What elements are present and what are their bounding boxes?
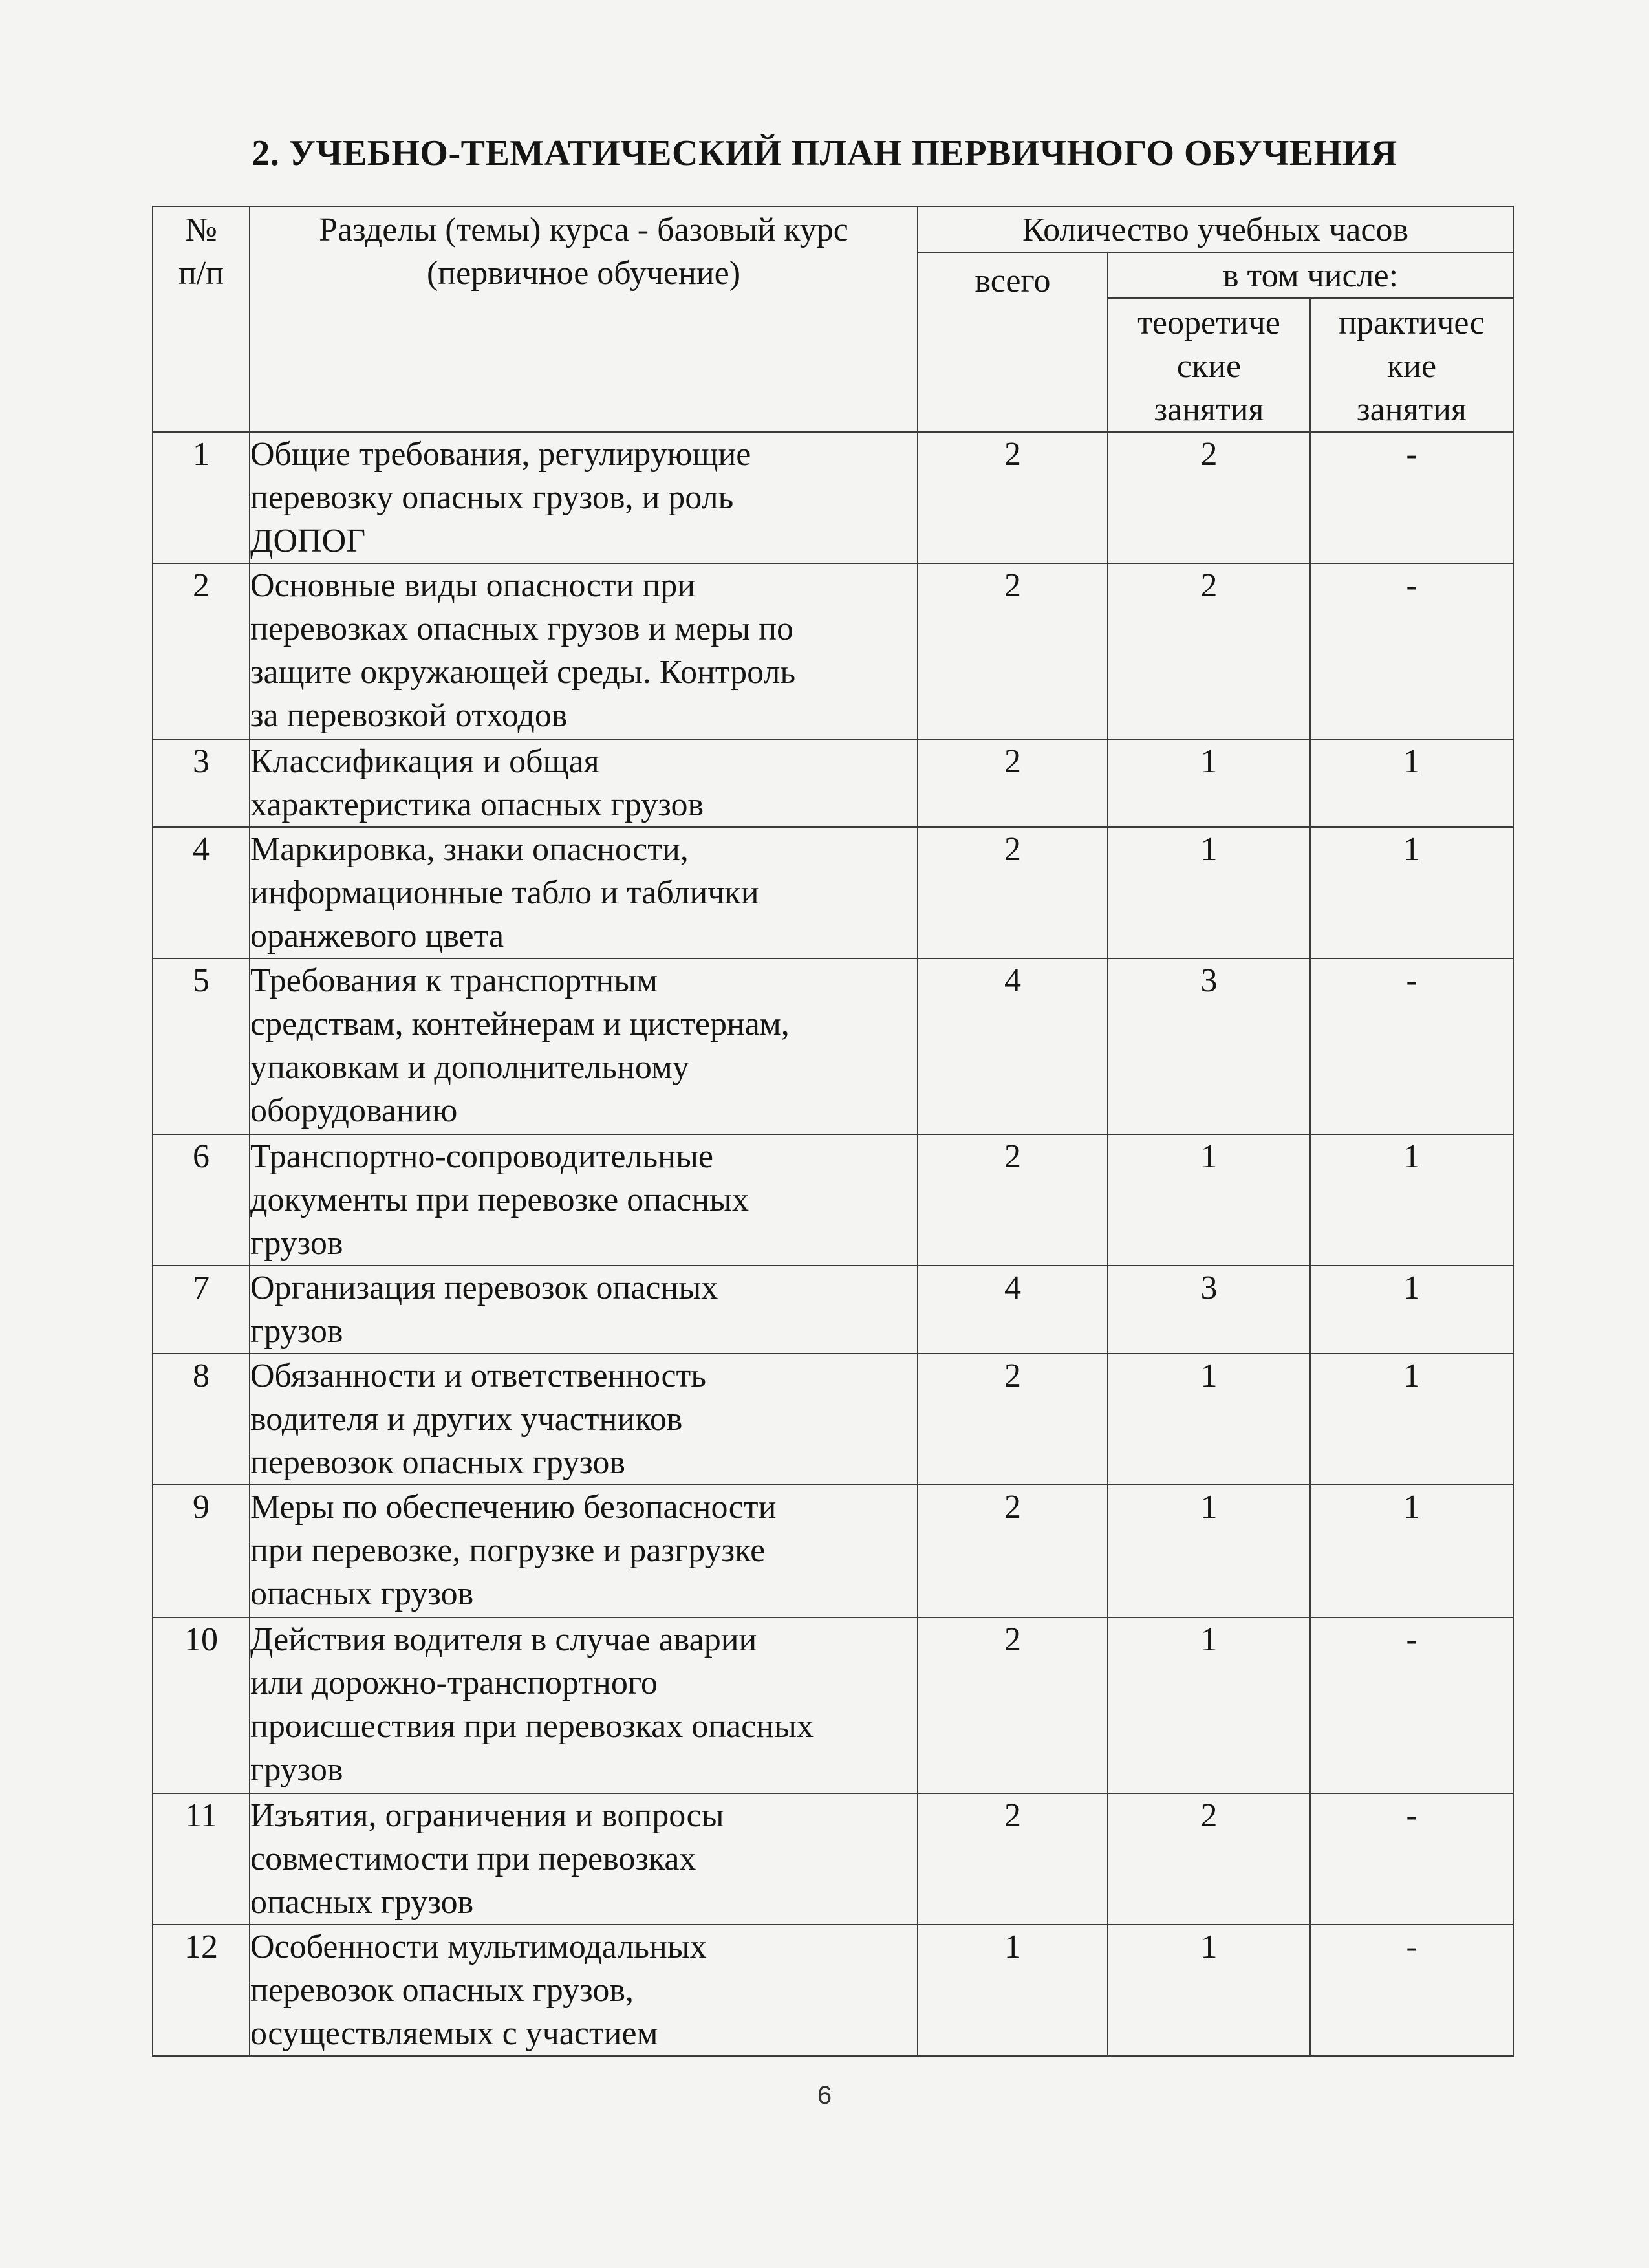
- topic-line: ДОПОГ: [250, 523, 366, 559]
- topic-line: Обязанности и ответственность: [250, 1357, 706, 1394]
- row-total-hours: 2: [918, 739, 1108, 827]
- row-total-hours: 2: [918, 1354, 1108, 1485]
- row-practice-hours: 1: [1310, 739, 1513, 827]
- row-topic: [250, 1617, 918, 1793]
- topic-line: водителя и других участников: [250, 1401, 683, 1438]
- row-number: 2: [153, 563, 250, 739]
- table-row: [153, 432, 1513, 563]
- row-total-hours: 2: [918, 1485, 1108, 1617]
- topic-line: грузов: [250, 1225, 343, 1262]
- topic-line: опасных грузов: [250, 1884, 474, 1921]
- table-body: [153, 432, 1513, 2056]
- row-topic: [250, 1266, 918, 1354]
- row-number: 1: [153, 432, 250, 563]
- topic-line: оборудованию: [250, 1092, 458, 1129]
- header-number: № п/п: [153, 206, 250, 432]
- topic-line: происшествия при перевозках опасных: [250, 1708, 814, 1745]
- topic-line: перевозок опасных грузов: [250, 1444, 625, 1481]
- row-total-hours: 4: [918, 1266, 1108, 1354]
- header-practice: практичес кие занятия: [1310, 298, 1513, 432]
- row-theory-hours: 3: [1108, 1266, 1310, 1354]
- row-practice-hours: -: [1310, 1925, 1513, 2056]
- table-row: [153, 739, 1513, 827]
- row-topic: [250, 1793, 918, 1925]
- row-theory-hours: 1: [1108, 1354, 1310, 1485]
- table-row: [153, 1793, 1513, 1925]
- curriculum-table: [152, 206, 1514, 2057]
- row-topic: [250, 958, 918, 1134]
- row-topic: [250, 739, 918, 827]
- row-number: 12: [153, 1925, 250, 2056]
- topic-line: совместимости при перевозках: [250, 1841, 696, 1877]
- row-topic: [250, 432, 918, 563]
- row-number: 6: [153, 1134, 250, 1266]
- topic-line: при перевозке, погрузке и разгрузке: [250, 1532, 766, 1569]
- topic-line: опасных грузов: [250, 1575, 474, 1612]
- topic-line: средствам, контейнерам и цистернам,: [250, 1006, 790, 1042]
- row-theory-hours: 1: [1108, 827, 1310, 958]
- topic-line: или дорожно-транспортного: [250, 1665, 658, 1701]
- topic-line: документы при перевозке опасных: [250, 1182, 749, 1218]
- topic-line: Общие требования, регулирующие: [250, 436, 751, 473]
- row-number: 11: [153, 1793, 250, 1925]
- topic-line: перевозок опасных грузов,: [250, 1972, 634, 2009]
- topic-line: Основные виды опасности при: [250, 567, 696, 604]
- row-topic: [250, 1925, 918, 2056]
- topic-line: перевозках опасных грузов и меры по: [250, 610, 794, 647]
- topic-line: Организация перевозок опасных: [250, 1269, 718, 1306]
- row-topic: [250, 827, 918, 958]
- topic-line: грузов: [250, 1751, 343, 1788]
- topic-line: осуществляемых с участием: [250, 2015, 658, 2052]
- row-practice-hours: 1: [1310, 1266, 1513, 1354]
- topic-line: Особенности мультимодальных: [250, 1928, 707, 1965]
- row-number: 8: [153, 1354, 250, 1485]
- topic-line: оранжевого цвета: [250, 918, 504, 955]
- row-practice-hours: 1: [1310, 1134, 1513, 1266]
- row-theory-hours: 2: [1108, 1793, 1310, 1925]
- topic-line: Изъятия, ограничения и вопросы: [250, 1797, 724, 1834]
- row-topic: [250, 563, 918, 739]
- row-number: 4: [153, 827, 250, 958]
- page-number: 6: [817, 2081, 832, 2110]
- table-row: [153, 1134, 1513, 1266]
- row-total-hours: 4: [918, 958, 1108, 1134]
- row-theory-hours: 3: [1108, 958, 1310, 1134]
- table-row: [153, 1354, 1513, 1485]
- row-total-hours: 2: [918, 1617, 1108, 1793]
- row-total-hours: 2: [918, 827, 1108, 958]
- topic-line: Классификация и общая: [250, 743, 599, 780]
- topic-line: перевозку опасных грузов, и роль: [250, 479, 734, 516]
- row-practice-hours: -: [1310, 958, 1513, 1134]
- table-row: [153, 1617, 1513, 1793]
- row-theory-hours: 2: [1108, 432, 1310, 563]
- topic-line: характеристика опасных грузов: [250, 786, 704, 823]
- row-total-hours: 2: [918, 432, 1108, 563]
- row-number: 10: [153, 1617, 250, 1793]
- row-total-hours: 2: [918, 563, 1108, 739]
- row-number: 7: [153, 1266, 250, 1354]
- header-including: в том числе:: [1108, 252, 1513, 298]
- topic-line: Действия водителя в случае аварии: [250, 1621, 757, 1658]
- topic-line: Меры по обеспечению безопасности: [250, 1489, 777, 1526]
- header-hours-group: Количество учебных часов: [918, 206, 1513, 252]
- row-topic: [250, 1485, 918, 1617]
- page-title: 2. УЧЕБНО-ТЕМАТИЧЕСКИЙ ПЛАН ПЕРВИЧНОГО ОБУЧЕНИЯ: [252, 133, 1397, 173]
- row-total-hours: 1: [918, 1925, 1108, 2056]
- table-row: [153, 1925, 1513, 2056]
- row-theory-hours: 1: [1108, 739, 1310, 827]
- row-theory-hours: 2: [1108, 563, 1310, 739]
- row-theory-hours: 1: [1108, 1617, 1310, 1793]
- row-number: 9: [153, 1485, 250, 1617]
- topic-line: упаковкам и дополнительному: [250, 1049, 689, 1086]
- row-practice-hours: 1: [1310, 827, 1513, 958]
- row-practice-hours: -: [1310, 563, 1513, 739]
- header-total: всего: [918, 252, 1108, 432]
- topic-line: информационные табло и таблички: [250, 874, 759, 911]
- table-row: [153, 1266, 1513, 1354]
- topic-line: защите окружающей среды. Контроль: [250, 654, 796, 691]
- topic-line: Маркировка, знаки опасности,: [250, 831, 689, 868]
- row-practice-hours: 1: [1310, 1485, 1513, 1617]
- topic-line: грузов: [250, 1313, 343, 1350]
- row-practice-hours: -: [1310, 1617, 1513, 1793]
- table-row: [153, 563, 1513, 739]
- row-theory-hours: 1: [1108, 1134, 1310, 1266]
- header-topic: Разделы (темы) курса - базовый курс (первичное обучение): [250, 206, 918, 432]
- row-theory-hours: 1: [1108, 1925, 1310, 2056]
- row-practice-hours: -: [1310, 1793, 1513, 1925]
- table-row: [153, 1485, 1513, 1617]
- row-topic: [250, 1354, 918, 1485]
- topic-line: за перевозкой отходов: [250, 697, 568, 734]
- header-theory: теоретиче ские занятия: [1108, 298, 1310, 432]
- topic-line: Транспортно-сопроводительные: [250, 1138, 713, 1175]
- table-row: [153, 827, 1513, 958]
- row-practice-hours: 1: [1310, 1354, 1513, 1485]
- row-total-hours: 2: [918, 1134, 1108, 1266]
- row-practice-hours: -: [1310, 432, 1513, 563]
- row-number: 3: [153, 739, 250, 827]
- row-total-hours: 2: [918, 1793, 1108, 1925]
- row-theory-hours: 1: [1108, 1485, 1310, 1617]
- topic-line: Требования к транспортным: [250, 962, 658, 999]
- table-row: [153, 958, 1513, 1134]
- row-number: 5: [153, 958, 250, 1134]
- row-topic: [250, 1134, 918, 1266]
